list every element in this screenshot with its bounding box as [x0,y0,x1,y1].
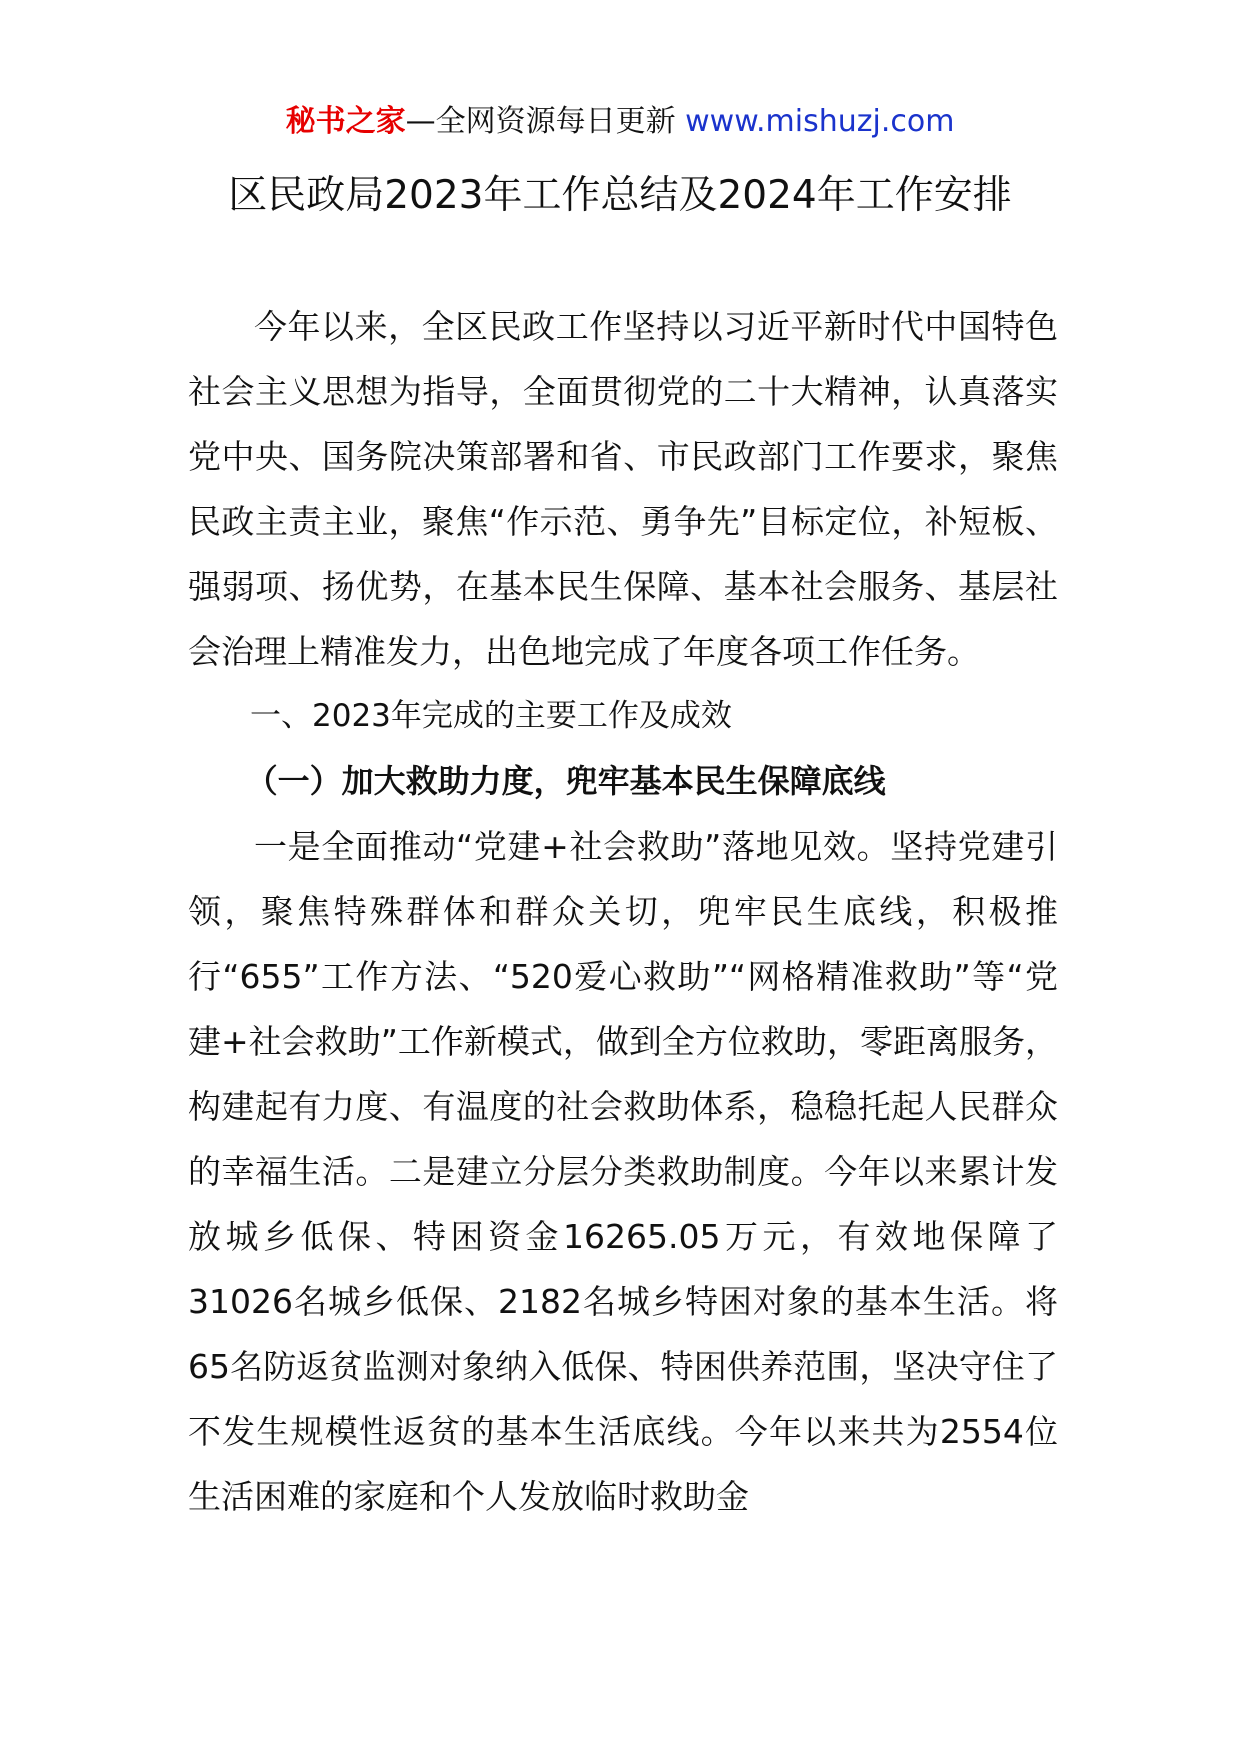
section-heading: 一、2023年完成的主要工作及成效 [250,698,732,734]
document-title: 区民政局2023年工作总结及2024年工作安排 [228,173,1012,218]
site-url-link[interactable]: www.mishuzj.com [685,104,955,139]
subsection-heading: （一）加大救助力度，兜牢基本民生保障底线 [245,762,886,800]
intro-paragraph: 今年以来，全区民政工作坚持以习近平新时代中国特色社会主义思想为指导，全面贯彻党的二十大精神，认真落实党中央、国务院决策部署和省、市民政部门工作要求，聚焦民政主责主业，聚焦“作示范、勇争先”目标定位，补短板、强弱项、扬优势，在基本民生保障、基本社会服务、基层社会治理上精准发力，出色地完成了年度各项工作任务。 [188,307,1058,671]
document-body [188,294,1058,1529]
site-tagline: —全网资源每日更新 [405,104,686,139]
body-paragraph: 一是全面推动“党建+社会救助”落地见效。坚持党建引领，聚焦特殊群体和群众关切，兜牢民生底线，积极推行“655”工作方法、“520爱心救助”“网格精准救助”等“党建+社会救助”工作新模式，做到全方位救助，零距离服务，构建起有力度、有温度的社会救助体系，稳稳托起人民群众的幸福生活。二是建立分层分类救助制度。今年以来累计发放城乡低保、特困资金16265.05万元，有效地保障了31026名城乡低保、2182名城乡特困对象的基本生活。将65名防返贫监测对象纳入低保、特困供养范围，坚决守住了不发生规模性返贫的基本生活底线。今年以来共为2554位生活困难的家庭和个人发放临时救助金 [188,827,1058,1516]
site-header [0,100,1240,144]
site-brand: 秘书之家 [285,104,406,139]
